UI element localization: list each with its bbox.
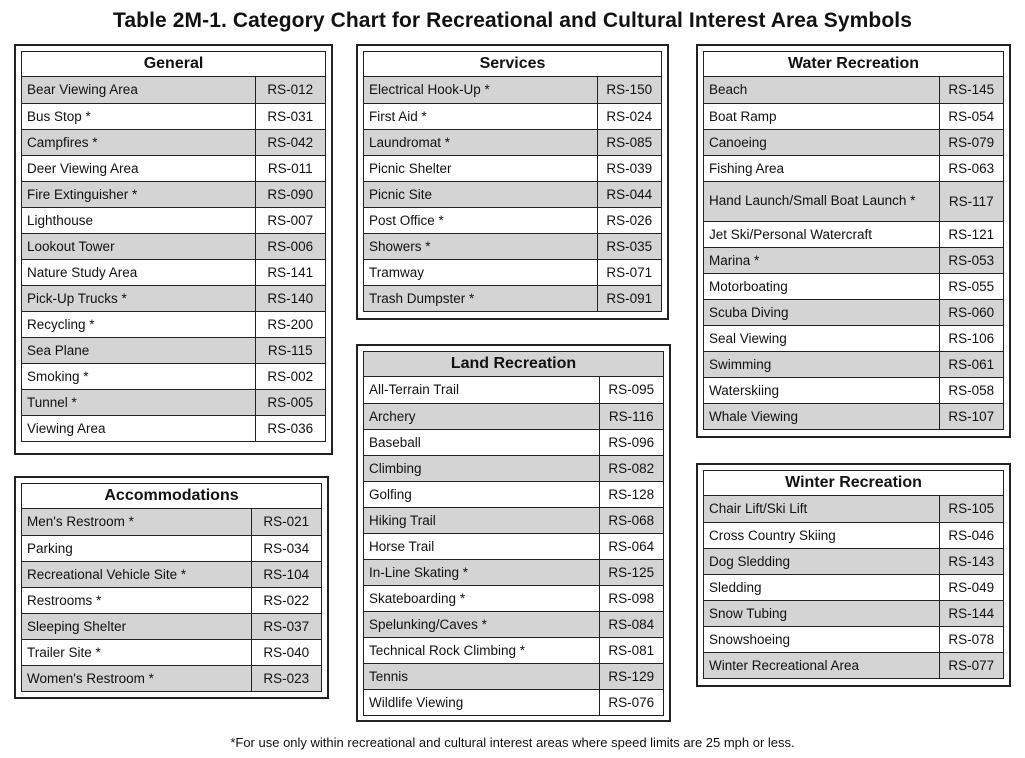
symbol-name: Winter Recreational Area bbox=[704, 652, 939, 678]
table-row bbox=[22, 259, 325, 285]
table-row bbox=[22, 103, 325, 129]
symbol-code: RS-200 bbox=[255, 311, 325, 337]
symbol-code: RS-031 bbox=[255, 103, 325, 129]
table-row bbox=[704, 403, 1003, 429]
symbol-code: RS-036 bbox=[255, 415, 325, 441]
symbol-name: Boat Ramp bbox=[704, 103, 939, 129]
symbol-name: Golfing bbox=[364, 481, 599, 507]
symbol-code: RS-026 bbox=[597, 207, 661, 233]
panel-general bbox=[14, 44, 333, 455]
symbol-code: RS-107 bbox=[939, 403, 1003, 429]
symbol-name: Picnic Shelter bbox=[364, 155, 597, 181]
symbol-name: Viewing Area bbox=[22, 415, 255, 441]
symbol-code: RS-144 bbox=[939, 600, 1003, 626]
symbol-code: RS-035 bbox=[597, 233, 661, 259]
table-row bbox=[704, 377, 1003, 403]
symbol-code: RS-104 bbox=[251, 561, 321, 587]
table-row bbox=[704, 351, 1003, 377]
panel-title: Winter Recreation bbox=[704, 471, 1003, 496]
symbol-name: Snow Tubing bbox=[704, 600, 939, 626]
panel-title: Water Recreation bbox=[704, 52, 1003, 77]
page-title: Table 2M-1. Category Chart for Recreational and Cultural Interest Area Symbols bbox=[113, 9, 912, 32]
symbol-name: Parking bbox=[22, 535, 251, 561]
table-row bbox=[364, 207, 661, 233]
symbol-code: RS-096 bbox=[599, 429, 663, 455]
symbol-code: RS-054 bbox=[939, 103, 1003, 129]
panel-services bbox=[356, 44, 669, 320]
symbol-name: Beach bbox=[704, 77, 939, 103]
symbol-name: Showers * bbox=[364, 233, 597, 259]
table-row bbox=[22, 389, 325, 415]
symbol-name: Lighthouse bbox=[22, 207, 255, 233]
table-row bbox=[364, 429, 663, 455]
table-row bbox=[364, 129, 661, 155]
table-row bbox=[364, 455, 663, 481]
table-row bbox=[364, 663, 663, 689]
symbol-code: RS-021 bbox=[251, 509, 321, 535]
symbol-name: Spelunking/Caves * bbox=[364, 611, 599, 637]
symbol-table bbox=[22, 509, 321, 691]
symbol-table bbox=[364, 77, 661, 311]
symbol-code: RS-081 bbox=[599, 637, 663, 663]
symbol-name: Nature Study Area bbox=[22, 259, 255, 285]
symbol-code: RS-007 bbox=[255, 207, 325, 233]
symbol-code: RS-106 bbox=[939, 325, 1003, 351]
symbol-code: RS-061 bbox=[939, 351, 1003, 377]
symbol-name: Horse Trail bbox=[364, 533, 599, 559]
panel-title: Services bbox=[364, 52, 661, 77]
symbol-code: RS-024 bbox=[597, 103, 661, 129]
symbol-code: RS-040 bbox=[251, 639, 321, 665]
table-row bbox=[364, 155, 661, 181]
symbol-name: Fishing Area bbox=[704, 155, 939, 181]
symbol-code: RS-117 bbox=[939, 181, 1003, 221]
symbol-code: RS-140 bbox=[255, 285, 325, 311]
symbol-name: Hiking Trail bbox=[364, 507, 599, 533]
symbol-code: RS-060 bbox=[939, 299, 1003, 325]
symbol-code: RS-077 bbox=[939, 652, 1003, 678]
table-row bbox=[704, 181, 1003, 221]
panel-title: Accommodations bbox=[22, 484, 321, 509]
table-row bbox=[22, 233, 325, 259]
symbol-code: RS-046 bbox=[939, 522, 1003, 548]
symbol-code: RS-105 bbox=[939, 496, 1003, 522]
table-row bbox=[364, 559, 663, 585]
footnote: *For use only within recreational and cultural interest areas where speed limits are 25 mph or less. bbox=[230, 735, 795, 750]
symbol-code: RS-098 bbox=[599, 585, 663, 611]
symbol-name: Laundromat * bbox=[364, 129, 597, 155]
symbol-code: RS-079 bbox=[939, 129, 1003, 155]
table-row bbox=[704, 273, 1003, 299]
table-row bbox=[22, 665, 321, 691]
table-row bbox=[704, 155, 1003, 181]
symbol-code: RS-095 bbox=[599, 377, 663, 403]
table-row bbox=[22, 613, 321, 639]
symbol-name: Picnic Site bbox=[364, 181, 597, 207]
symbol-name: Motorboating bbox=[704, 273, 939, 299]
symbol-name: Women's Restroom * bbox=[22, 665, 251, 691]
table-row bbox=[22, 535, 321, 561]
symbol-code: RS-145 bbox=[939, 77, 1003, 103]
table-row bbox=[704, 129, 1003, 155]
table-row bbox=[364, 181, 661, 207]
symbol-name: Deer Viewing Area bbox=[22, 155, 255, 181]
symbol-name: Trash Dumpster * bbox=[364, 285, 597, 311]
symbol-name: Dog Sledding bbox=[704, 548, 939, 574]
table-row bbox=[704, 522, 1003, 548]
table-row bbox=[22, 285, 325, 311]
table-row bbox=[704, 325, 1003, 351]
symbol-name: Baseball bbox=[364, 429, 599, 455]
symbol-name: Bear Viewing Area bbox=[22, 77, 255, 103]
symbol-code: RS-037 bbox=[251, 613, 321, 639]
symbol-table bbox=[704, 496, 1003, 678]
symbol-name: Swimming bbox=[704, 351, 939, 377]
symbol-code: RS-011 bbox=[255, 155, 325, 181]
table-row bbox=[364, 507, 663, 533]
symbol-name: Tunnel * bbox=[22, 389, 255, 415]
symbol-name: Seal Viewing bbox=[704, 325, 939, 351]
symbol-name: Sledding bbox=[704, 574, 939, 600]
symbol-name: Waterskiing bbox=[704, 377, 939, 403]
symbol-code: RS-128 bbox=[599, 481, 663, 507]
symbol-name: Fire Extinguisher * bbox=[22, 181, 255, 207]
table-row bbox=[704, 600, 1003, 626]
table-row bbox=[704, 652, 1003, 678]
symbol-name: Smoking * bbox=[22, 363, 255, 389]
symbol-name: Canoeing bbox=[704, 129, 939, 155]
symbol-code: RS-143 bbox=[939, 548, 1003, 574]
symbol-code: RS-006 bbox=[255, 233, 325, 259]
table-row bbox=[704, 77, 1003, 103]
symbol-name: Skateboarding * bbox=[364, 585, 599, 611]
symbol-code: RS-022 bbox=[251, 587, 321, 613]
table-row bbox=[22, 181, 325, 207]
symbol-code: RS-053 bbox=[939, 247, 1003, 273]
symbol-name: Archery bbox=[364, 403, 599, 429]
table-row bbox=[364, 233, 661, 259]
table-row bbox=[22, 509, 321, 535]
symbol-name: Climbing bbox=[364, 455, 599, 481]
table-row bbox=[364, 77, 661, 103]
table-row bbox=[364, 533, 663, 559]
symbol-code: RS-055 bbox=[939, 273, 1003, 299]
table-row bbox=[364, 259, 661, 285]
symbol-code: RS-044 bbox=[597, 181, 661, 207]
symbol-code: RS-042 bbox=[255, 129, 325, 155]
table-row bbox=[22, 311, 325, 337]
symbol-code: RS-063 bbox=[939, 155, 1003, 181]
table-row bbox=[704, 548, 1003, 574]
panel-accommodations bbox=[14, 476, 329, 699]
symbol-code: RS-141 bbox=[255, 259, 325, 285]
table-row bbox=[704, 103, 1003, 129]
symbol-name: Marina * bbox=[704, 247, 939, 273]
symbol-name: Scuba Diving bbox=[704, 299, 939, 325]
table-row bbox=[22, 415, 325, 441]
table-row bbox=[364, 377, 663, 403]
symbol-name: All-Terrain Trail bbox=[369, 382, 460, 398]
symbol-code: RS-012 bbox=[255, 77, 325, 103]
table-row bbox=[22, 587, 321, 613]
table-row bbox=[704, 299, 1003, 325]
symbol-name: First Aid * bbox=[364, 103, 597, 129]
symbol-name: Snowshoeing bbox=[704, 626, 939, 652]
table-row bbox=[364, 103, 661, 129]
symbol-code: RS-121 bbox=[939, 221, 1003, 247]
table-row bbox=[704, 221, 1003, 247]
symbol-code: RS-005 bbox=[255, 389, 325, 415]
table-row bbox=[22, 129, 325, 155]
table-row bbox=[364, 585, 663, 611]
symbol-code: RS-076 bbox=[599, 689, 663, 715]
symbol-name: Recreational Vehicle Site * bbox=[22, 561, 251, 587]
table-row bbox=[22, 77, 325, 103]
table-row bbox=[704, 626, 1003, 652]
table-row bbox=[704, 574, 1003, 600]
symbol-name: Tennis bbox=[364, 663, 599, 689]
table-row bbox=[22, 337, 325, 363]
symbol-code: RS-023 bbox=[251, 665, 321, 691]
symbol-code: RS-039 bbox=[597, 155, 661, 181]
symbol-name: Men's Restroom * bbox=[22, 509, 251, 535]
table-row bbox=[22, 639, 321, 665]
table-row bbox=[364, 689, 663, 715]
symbol-code: RS-068 bbox=[599, 507, 663, 533]
panel-title: Land Recreation bbox=[364, 352, 663, 377]
symbol-name: Pick-Up Trucks * bbox=[22, 285, 255, 311]
symbol-code: RS-064 bbox=[599, 533, 663, 559]
panel-title: General bbox=[22, 52, 325, 77]
symbol-code: RS-002 bbox=[255, 363, 325, 389]
symbol-code: RS-085 bbox=[597, 129, 661, 155]
symbol-name: Restrooms * bbox=[22, 587, 251, 613]
symbol-code: RS-150 bbox=[597, 77, 661, 103]
panel-land-recreation bbox=[356, 344, 671, 722]
symbol-name: Whale Viewing bbox=[704, 403, 939, 429]
table-row bbox=[704, 496, 1003, 522]
table-row bbox=[364, 637, 663, 663]
table-row bbox=[22, 561, 321, 587]
table-row bbox=[22, 207, 325, 233]
symbol-name: Post Office * bbox=[364, 207, 597, 233]
table-row bbox=[364, 403, 663, 429]
symbol-name: Chair Lift/Ski Lift bbox=[704, 496, 939, 522]
symbol-code: RS-071 bbox=[597, 259, 661, 285]
symbol-name: Trailer Site * bbox=[22, 639, 251, 665]
table-row bbox=[364, 481, 663, 507]
symbol-code: RS-034 bbox=[251, 535, 321, 561]
symbol-code: RS-084 bbox=[599, 611, 663, 637]
table-row bbox=[22, 363, 325, 389]
symbol-table bbox=[22, 77, 325, 441]
table-row bbox=[22, 155, 325, 181]
symbol-name: Cross Country Skiing bbox=[704, 522, 939, 548]
table-row bbox=[364, 285, 661, 311]
symbol-code: RS-078 bbox=[939, 626, 1003, 652]
symbol-name: Jet Ski/Personal Watercraft bbox=[704, 221, 939, 247]
symbol-code: RS-082 bbox=[599, 455, 663, 481]
panel-winter-recreation bbox=[696, 463, 1011, 687]
panel-water-recreation bbox=[696, 44, 1011, 438]
symbol-code: RS-090 bbox=[255, 181, 325, 207]
symbol-code: RS-115 bbox=[255, 337, 325, 363]
symbol-code: RS-058 bbox=[939, 377, 1003, 403]
symbol-name: Recycling * bbox=[22, 311, 255, 337]
symbol-code: RS-125 bbox=[599, 559, 663, 585]
table-row bbox=[364, 611, 663, 637]
symbol-name: Lookout Tower bbox=[22, 233, 255, 259]
symbol-name: Sea Plane bbox=[22, 337, 255, 363]
symbol-code: RS-116 bbox=[599, 403, 663, 429]
symbol-name: Electrical Hook-Up * bbox=[364, 77, 597, 103]
symbol-name: Hand Launch/Small Boat Launch * bbox=[704, 181, 939, 221]
symbol-name: In-Line Skating * bbox=[364, 559, 599, 585]
symbol-code: RS-129 bbox=[599, 663, 663, 689]
symbol-code: RS-049 bbox=[939, 574, 1003, 600]
symbol-code: RS-091 bbox=[597, 285, 661, 311]
table-row bbox=[704, 247, 1003, 273]
symbol-name: Wildlife Viewing bbox=[364, 689, 599, 715]
symbol-table bbox=[364, 377, 663, 715]
symbol-name: Campfires * bbox=[22, 129, 255, 155]
symbol-name: Bus Stop * bbox=[22, 103, 255, 129]
symbol-name: Tramway bbox=[364, 259, 597, 285]
symbol-table bbox=[704, 77, 1003, 429]
symbol-name: Technical Rock Climbing * bbox=[364, 637, 599, 663]
symbol-name: Sleeping Shelter bbox=[22, 613, 251, 639]
